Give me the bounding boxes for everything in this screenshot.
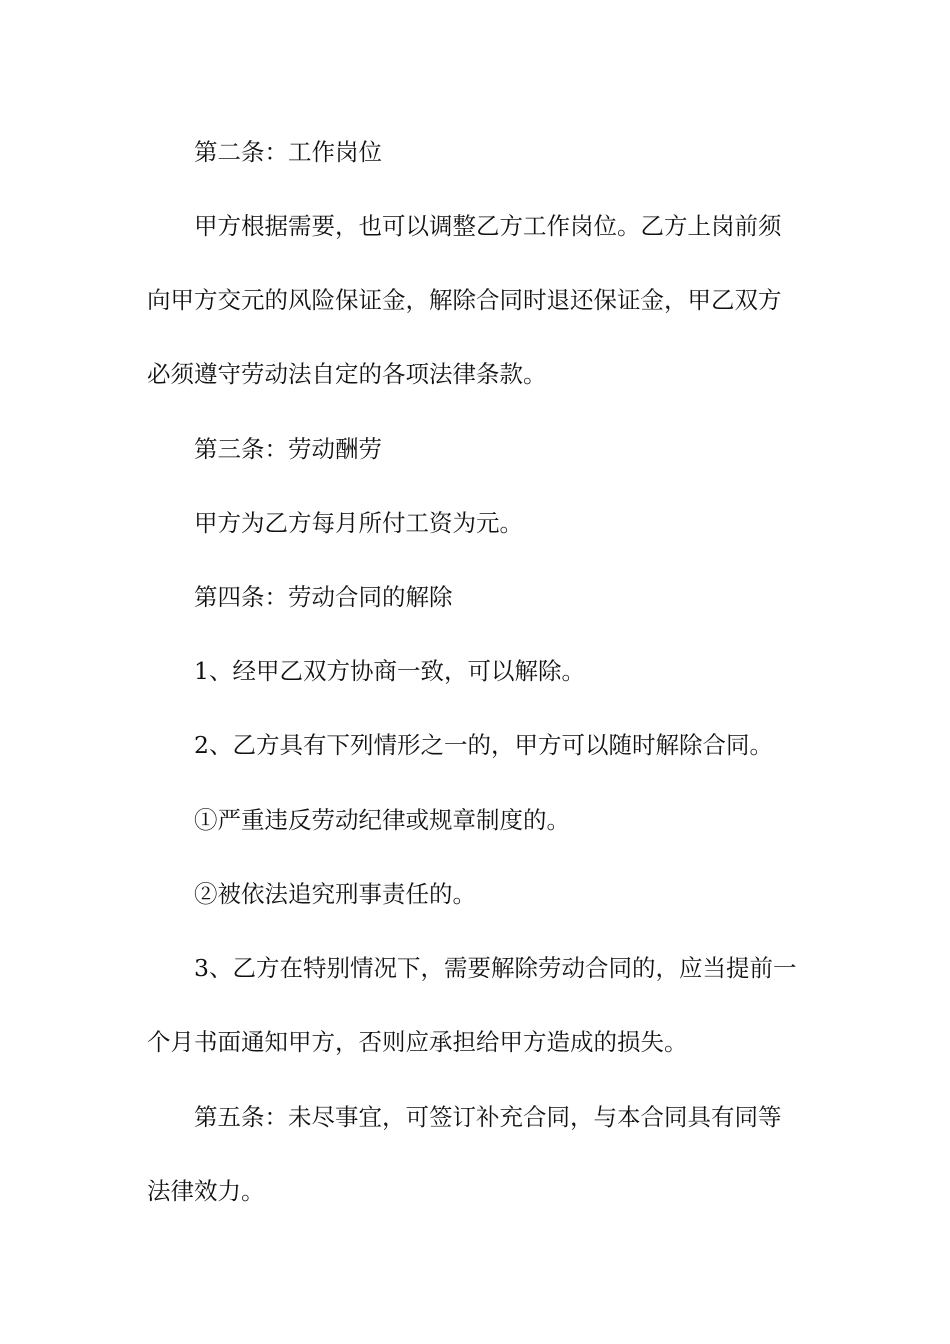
article-5-line-1: 第五条：未尽事宜，可签订补充合同，与本合同具有同等 bbox=[194, 1103, 782, 1131]
article-4-item-2-sub-2: ②被依法追究刑事责任的。 bbox=[194, 880, 476, 908]
article-2-heading: 第二条：工作岗位 bbox=[194, 138, 382, 166]
article-2-para-line-3: 必须遵守劳动法自定的各项法律条款。 bbox=[147, 360, 547, 388]
article-5-line-2: 法律效力。 bbox=[147, 1177, 265, 1205]
article-3-heading: 第三条：劳动酬劳 bbox=[194, 435, 382, 463]
article-4-item-3-line-2: 个月书面通知甲方，否则应承担给甲方造成的损失。 bbox=[147, 1028, 688, 1056]
article-4-item-1: 1、经甲乙双方协商一致，可以解除。 bbox=[194, 657, 585, 685]
article-4-heading: 第四条：劳动合同的解除 bbox=[194, 583, 453, 611]
article-2-para-line-2: 向甲方交元的风险保证金，解除合同时退还保证金，甲乙双方 bbox=[147, 286, 782, 314]
article-2-para-line-1: 甲方根据需要，也可以调整乙方工作岗位。乙方上岗前须 bbox=[194, 212, 782, 240]
article-3-para: 甲方为乙方每月所付工资为元。 bbox=[194, 509, 523, 537]
article-4-item-3-line-1: 3、乙方在特别情况下，需要解除劳动合同的，应当提前一 bbox=[194, 954, 797, 982]
article-4-item-2: 2、乙方具有下列情形之一的，甲方可以随时解除合同。 bbox=[194, 731, 773, 759]
article-4-item-2-sub-1: ①严重违反劳动纪律或规章制度的。 bbox=[194, 806, 570, 834]
